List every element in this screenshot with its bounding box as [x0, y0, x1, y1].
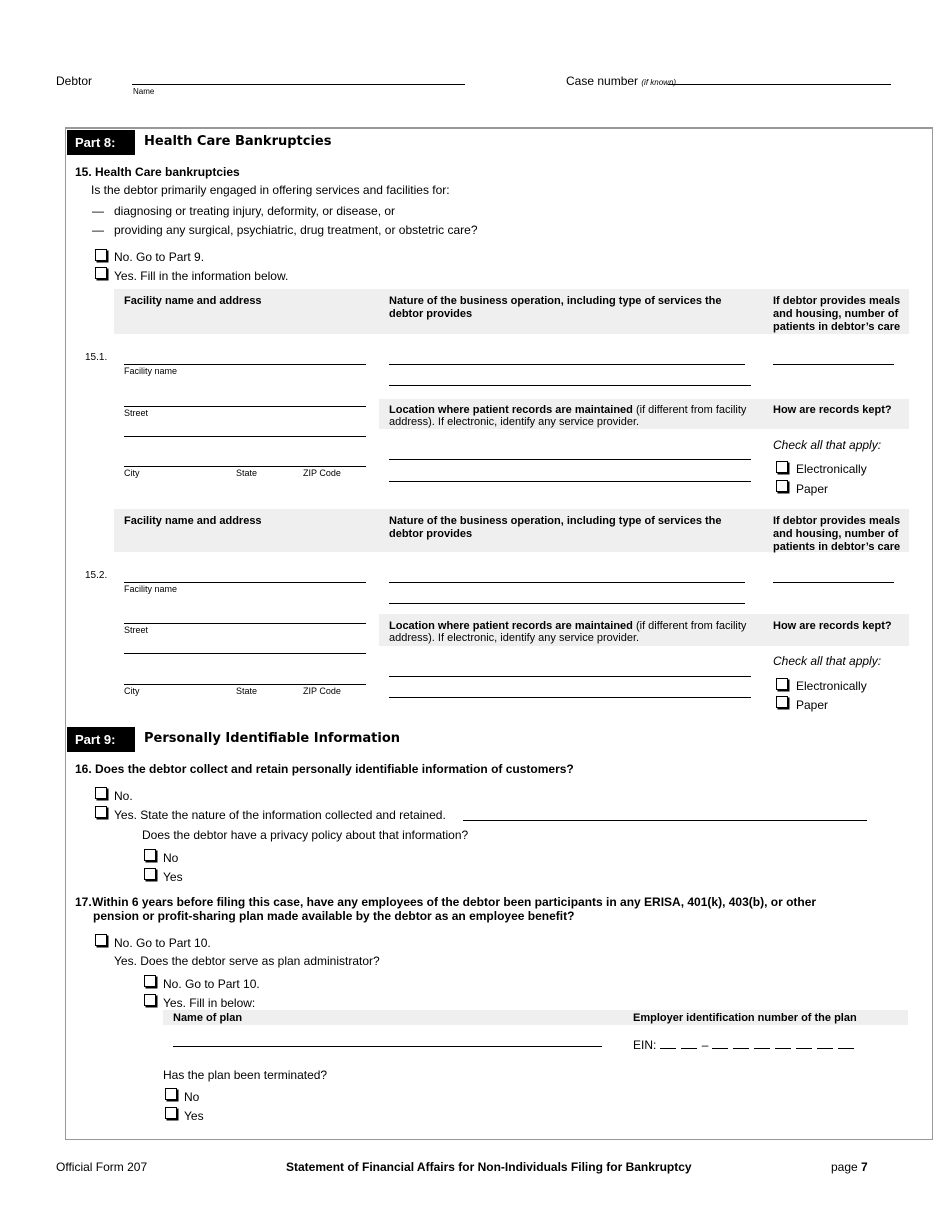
ein-field[interactable]: [633, 1038, 859, 1052]
entry1-city-field[interactable]: [124, 466, 366, 467]
entry1-zip-caption: ZIP Code: [303, 468, 341, 478]
q16-no-label: No.: [114, 789, 133, 803]
entry2-electronically-label: Electronically: [796, 679, 867, 693]
q15-no-checkbox[interactable]: [95, 249, 107, 261]
q17-line2: pension or profit-sharing plan made available by the debtor as an employee benefit?: [93, 909, 575, 923]
entry2-electronically-checkbox[interactable]: [776, 678, 788, 690]
entry1-paper-label: Paper: [796, 482, 829, 496]
entry2-nature-field-2[interactable]: [389, 603, 745, 604]
entry1-number: 15.1.: [85, 352, 108, 363]
entry2-street-field[interactable]: [124, 623, 366, 624]
footer-title: Statement of Financial Affairs for Non-Individuals Filing for Bankruptcy: [286, 1160, 692, 1174]
debtor-name-field[interactable]: [132, 84, 465, 85]
q17-no-checkbox[interactable]: [95, 934, 107, 946]
bullet-dash-1: —: [92, 204, 104, 218]
entry2-col-meals: If debtor provides meals and housing, number of patients in debtor’s care: [773, 515, 901, 553]
entry1-location-field-2[interactable]: [389, 481, 751, 482]
bullet-dash-2: —: [92, 223, 104, 237]
q16-yes-label: Yes. State the nature of the information collected and retained.: [114, 808, 446, 822]
entry1-location-bold: Location where patient records are maintained: [389, 404, 633, 416]
entry1-paper-checkbox[interactable]: [776, 480, 788, 492]
entry1-electronically-label: Electronically: [796, 462, 867, 476]
ein-digit-slot: [754, 1039, 770, 1049]
terminated-no-label: No: [184, 1090, 200, 1104]
entry1-nature-field-1[interactable]: [389, 364, 745, 365]
footer-page-label: page: [831, 1160, 858, 1174]
debtor-label: Debtor: [56, 74, 93, 88]
ein-digit-slot: [712, 1039, 728, 1049]
entry1-col-meals: If debtor provides meals and housing, number of patients in debtor’s care: [773, 295, 901, 333]
entry2-facility-name-field[interactable]: [124, 582, 366, 583]
ein-digit-slot: [681, 1039, 697, 1049]
q16-nature-field[interactable]: [463, 820, 867, 821]
q16-title: 16. Does the debtor collect and retain personally identifiable information of customers?: [75, 762, 574, 776]
entry2-state-caption: State: [236, 686, 258, 696]
entry1-state-caption: State: [236, 468, 258, 478]
entry1-nature-field-2[interactable]: [389, 385, 751, 386]
footer-form-id: Official Form 207: [56, 1160, 148, 1174]
entry1-location-field-1[interactable]: [389, 459, 751, 460]
col-plan-name: Name of plan: [173, 1012, 243, 1024]
entry2-check-all: Check all that apply:: [773, 654, 882, 668]
q17-yes-label: Yes. Does the debtor serve as plan administrator?: [114, 954, 380, 968]
ein-digit-slot: [817, 1039, 833, 1049]
entry2-col-nature: Nature of the business operation, including type of services the debtor provides: [389, 515, 722, 540]
entry2-location-bold: Location where patient records are maintained: [389, 620, 633, 632]
entry2-nature-field-1[interactable]: [389, 582, 745, 583]
admin-no-checkbox[interactable]: [144, 975, 156, 987]
terminated-yes-checkbox[interactable]: [165, 1107, 177, 1119]
ein-label: EIN:: [633, 1038, 657, 1052]
part8-title: Health Care Bankruptcies: [144, 134, 332, 149]
entry1-electronically-checkbox[interactable]: [776, 461, 788, 473]
entry2-street2-field[interactable]: [124, 653, 366, 654]
terminated-question: Has the plan been terminated?: [163, 1068, 328, 1082]
entry2-location-field-2[interactable]: [389, 697, 751, 698]
entry1-street-caption: Street: [124, 408, 149, 418]
terminated-no-checkbox[interactable]: [165, 1088, 177, 1100]
entry2-location-header: [389, 620, 754, 644]
q15-no-label: No. Go to Part 9.: [114, 250, 205, 264]
entry1-location-header: [389, 404, 754, 428]
q15-yes-checkbox[interactable]: [95, 267, 107, 279]
part9-tab: Part 9:: [67, 727, 135, 752]
entry2-facility-name-caption: Facility name: [124, 584, 178, 594]
q17-no-label: No. Go to Part 10.: [114, 936, 211, 950]
part9-title: Personally Identifiable Information: [144, 731, 401, 746]
entry2-location-field-1[interactable]: [389, 676, 751, 677]
privacy-yes-label: Yes: [163, 870, 183, 884]
footer-page-number: 7: [861, 1160, 868, 1174]
terminated-yes-label: Yes: [184, 1109, 204, 1123]
footer-page: [831, 1160, 868, 1174]
entry1-city-caption: City: [124, 468, 140, 478]
entry1-patients-field[interactable]: [773, 364, 894, 365]
entry2-how-kept: How are records kept?: [773, 620, 892, 632]
privacy-question: Does the debtor have a privacy policy about that information?: [142, 828, 469, 842]
entry1-how-kept: How are records kept?: [773, 404, 892, 416]
privacy-no-checkbox[interactable]: [144, 849, 156, 861]
entry1-street2-field[interactable]: [124, 436, 366, 437]
bullet-2: providing any surgical, psychiatric, drug treatment, or obstetric care?: [114, 223, 478, 237]
q17-number: 17.: [75, 895, 92, 909]
case-number-label: [566, 74, 676, 88]
entry1-facility-name-caption: Facility name: [124, 366, 178, 376]
bullet-1: diagnosing or treating injury, deformity, or disease, or: [114, 204, 396, 218]
entry1-col-nature: Nature of the business operation, including type of services the debtor provides: [389, 295, 722, 320]
entry2-paper-checkbox[interactable]: [776, 696, 788, 708]
privacy-yes-checkbox[interactable]: [144, 868, 156, 880]
q15-intro: Is the debtor primarily engaged in offering services and facilities for:: [91, 183, 450, 197]
q15-title: 15. Health Care bankruptcies: [75, 165, 240, 179]
entry2-paper-label: Paper: [796, 698, 829, 712]
entry2-location-rest: (if different from facility address). If electronic, identify any service provider.: [389, 620, 747, 644]
entry1-col-facility: Facility name and address: [124, 295, 262, 307]
case-number-field[interactable]: [668, 84, 891, 85]
ein-digit-slot: [838, 1039, 854, 1049]
part8-tab: Part 8:: [67, 130, 135, 155]
ein-digit-slot: [660, 1039, 676, 1049]
admin-yes-checkbox[interactable]: [144, 994, 156, 1006]
entry2-number: 15.2.: [85, 570, 108, 581]
ein-digit-slot: [796, 1039, 812, 1049]
ein-separator: –: [701, 1038, 709, 1052]
entry1-check-all: Check all that apply:: [773, 438, 882, 452]
col-ein: Employer identification number of the plan: [633, 1012, 857, 1024]
case-label-text: Case number: [566, 74, 639, 88]
entry2-zip-caption: ZIP Code: [303, 686, 341, 696]
entry1-facility-name-field[interactable]: [124, 364, 366, 365]
ein-digit-slot: [733, 1039, 749, 1049]
entry2-city-field[interactable]: [124, 684, 366, 685]
entry2-city-caption: City: [124, 686, 140, 696]
entry1-location-rest: (if different from facility address). If electronic, identify any service provider.: [389, 404, 747, 428]
ein-digit-slot: [775, 1039, 791, 1049]
admin-yes-label: Yes. Fill in below:: [163, 996, 256, 1010]
q17-line1: Within 6 years before filing this case, have any employees of the debtor been participants in any ERISA, 401(k), 403(b), or other: [92, 895, 817, 909]
entry1-street-field[interactable]: [124, 406, 366, 407]
q16-no-checkbox[interactable]: [95, 787, 107, 799]
entry2-patients-field[interactable]: [773, 582, 894, 583]
q15-yes-label: Yes. Fill in the information below.: [114, 269, 289, 283]
entry2-col-facility: Facility name and address: [124, 515, 262, 527]
q16-yes-checkbox[interactable]: [95, 806, 107, 818]
case-label-suffix: (if known): [641, 78, 677, 87]
entry2-street-caption: Street: [124, 625, 149, 635]
plan-name-field[interactable]: [173, 1046, 602, 1047]
name-caption: Name: [133, 87, 155, 96]
admin-no-label: No. Go to Part 10.: [163, 977, 260, 991]
privacy-no-label: No: [163, 851, 179, 865]
